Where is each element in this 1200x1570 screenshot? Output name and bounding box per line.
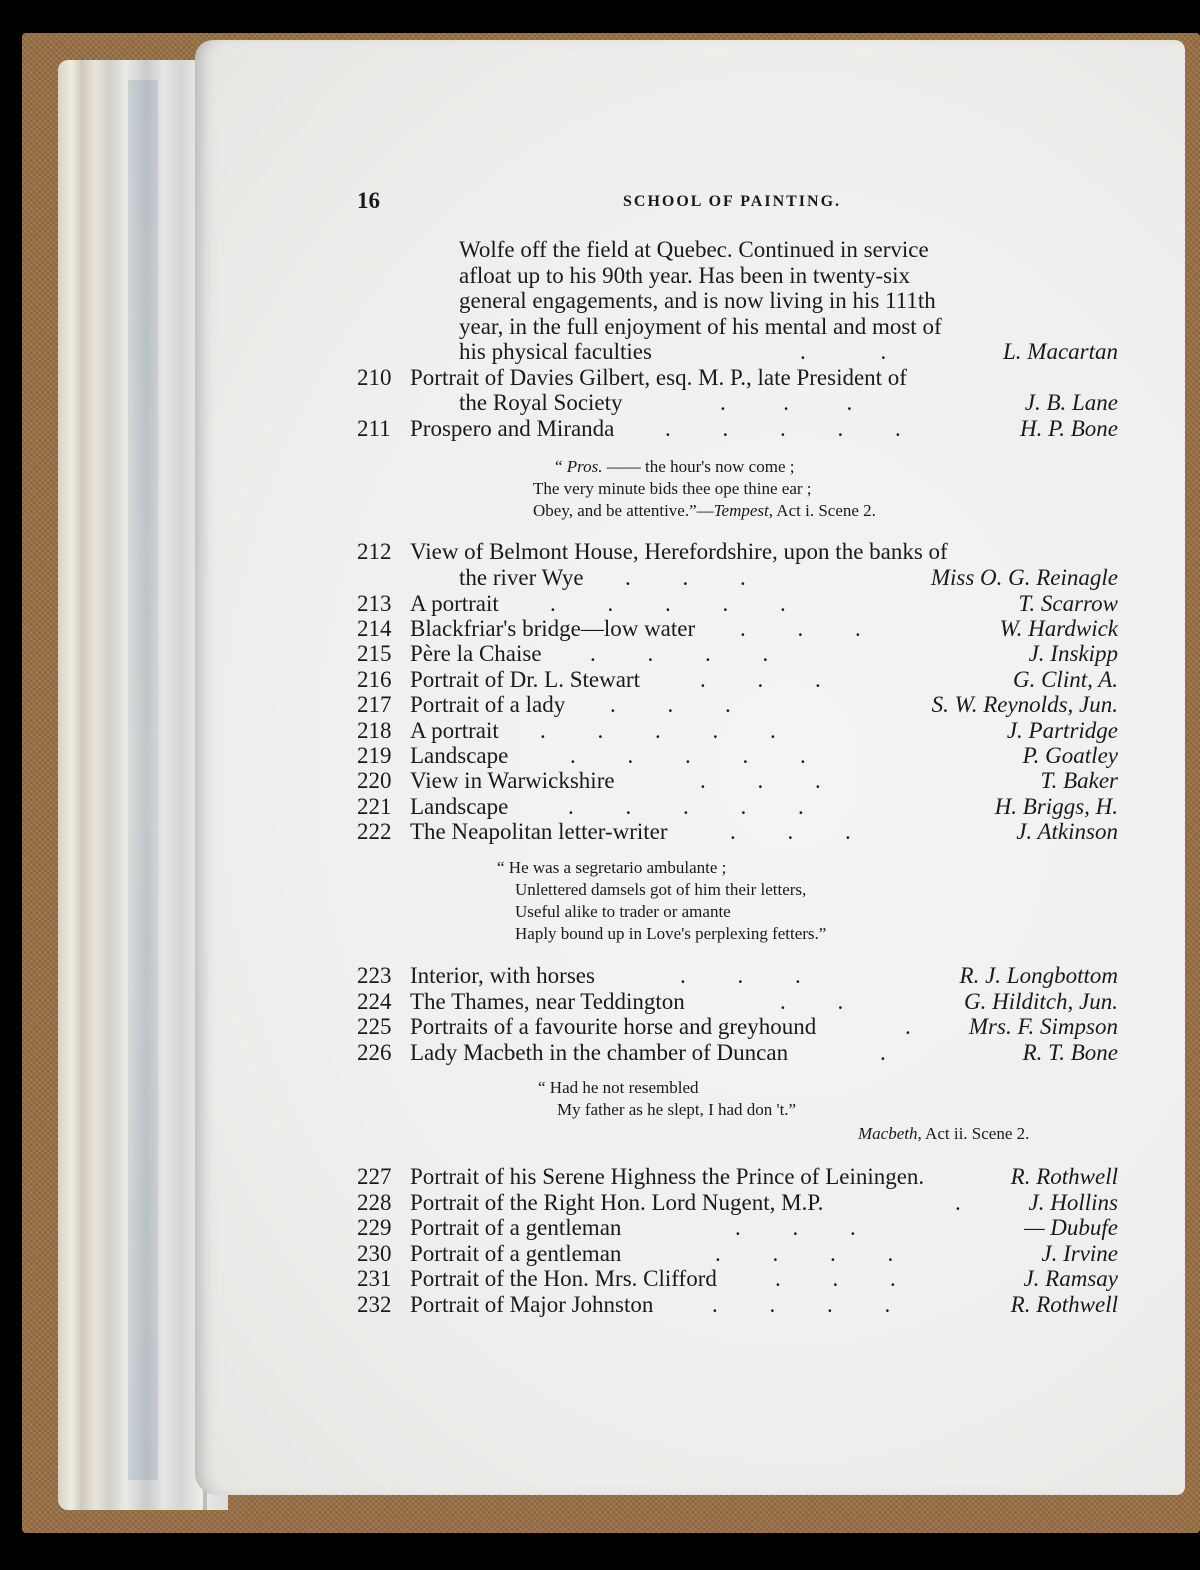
entry-title-continued: the Royal Society xyxy=(459,390,623,415)
entry-number: 219 xyxy=(357,743,392,768)
entry-number: 226 xyxy=(357,1040,392,1065)
artist-name: P. Goatley xyxy=(1022,743,1118,768)
entry-title: A portrait xyxy=(410,591,499,616)
leader-dots: . . . xyxy=(735,1215,856,1240)
artist-name: J. Partridge xyxy=(1006,718,1118,743)
artist-name: T. Baker xyxy=(1040,768,1118,793)
entry-number: 215 xyxy=(357,641,392,666)
continuation-line: his physical faculties xyxy=(459,339,652,364)
page-number: 16 xyxy=(357,188,380,213)
entry-number: 231 xyxy=(357,1266,392,1291)
entry-number: 227 xyxy=(357,1164,392,1189)
quote-citation: Act i. Scene 2. xyxy=(773,501,876,520)
entry-title: Portrait of Dr. L. Stewart xyxy=(410,667,640,692)
artist-name: R. T. Bone xyxy=(1022,1040,1118,1065)
leader-dots: . . xyxy=(800,339,887,364)
entry-number: 214 xyxy=(357,616,392,641)
leader-dots: . xyxy=(905,1014,911,1039)
leader-dots: . xyxy=(880,1040,886,1065)
artist-name: Miss O. G. Reinagle xyxy=(930,565,1118,590)
quote-line: The very minute bids thee ope thine ear ; xyxy=(533,479,812,498)
entry-number: 225 xyxy=(357,1014,392,1039)
artist-name: J. Ramsay xyxy=(1023,1266,1118,1291)
quote-act-scene: Act ii. Scene 2. xyxy=(921,1124,1030,1143)
quote-line: My father as he slept, I had don 't.” xyxy=(557,1100,797,1119)
continuation-line: afloat up to his 90th year. Has been in twenty-six xyxy=(459,263,910,288)
artist-name: R. Rothwell xyxy=(1010,1292,1118,1317)
entry-number: 220 xyxy=(357,768,392,793)
entry-number: 211 xyxy=(357,416,391,441)
artist-name: H. Briggs, H. xyxy=(994,794,1118,819)
artist-name: R. Rothwell xyxy=(1010,1164,1118,1189)
entry-number: 222 xyxy=(357,819,392,844)
quote-open: “ xyxy=(555,457,567,476)
artist-name: J. Atkinson xyxy=(1016,819,1118,844)
entry-title: Blackfriar's bridge—low water xyxy=(410,616,696,641)
artist-name: T. Scarrow xyxy=(1018,591,1118,616)
quote-line: Useful alike to trader or amante xyxy=(515,902,731,921)
entry-number: 213 xyxy=(357,591,392,616)
entry-number: 232 xyxy=(357,1292,392,1317)
artist-name: J. B. Lane xyxy=(1024,390,1118,415)
leader-dots: . . . xyxy=(610,692,731,717)
quote-source: Tempest, xyxy=(713,501,773,520)
leader-dots: . . . . . xyxy=(550,591,786,616)
entry-title: Landscape xyxy=(410,794,509,819)
quote-line: “ Had he not resembled xyxy=(538,1078,699,1097)
entry-number: 212 xyxy=(357,539,392,564)
leader-dots: . . . xyxy=(625,565,746,590)
leader-dots: . . . xyxy=(680,963,801,988)
leader-dots: . . . xyxy=(700,667,821,692)
entry-number: 229 xyxy=(357,1215,392,1240)
artist-name: G. Hilditch, Jun. xyxy=(964,989,1118,1014)
entry-title: View of Belmont House, Herefordshire, upon the banks of xyxy=(410,539,948,564)
entry-title: Portrait of a lady xyxy=(410,692,566,717)
quote-speaker: Pros. xyxy=(566,457,603,476)
leader-dots: . . . . . xyxy=(568,794,804,819)
quote-text: Obey, and be attentive.”— xyxy=(533,501,714,520)
page-header xyxy=(357,188,1119,218)
entry-title: Portrait of a gentleman xyxy=(410,1215,622,1240)
artist-name: — Dubufe xyxy=(1024,1215,1118,1240)
leader-dots: . . . xyxy=(775,1266,896,1291)
entry-title: Portraits of a favourite horse and greyhound xyxy=(410,1014,817,1039)
artist-name: W. Hardwick xyxy=(999,616,1118,641)
continuation-line: Wolfe off the field at Quebec. Continued in service xyxy=(459,237,929,262)
entry-title: View in Warwickshire xyxy=(410,768,615,793)
continuation-line: general engagements, and is now living in his 111th xyxy=(459,288,936,313)
leader-dots: . . . . xyxy=(715,1241,894,1266)
leader-dots: . . . . xyxy=(712,1292,891,1317)
entry-number: 230 xyxy=(357,1241,392,1266)
entry-title: Portrait of Major Johnston xyxy=(410,1292,654,1317)
entry-number: 223 xyxy=(357,963,392,988)
quote-line: Unlettered damsels got of him their letters, xyxy=(515,880,807,899)
entry-title: The Thames, near Teddington xyxy=(410,989,685,1014)
running-title: SCHOOL OF PAINTING. xyxy=(623,193,842,210)
entry-number: 218 xyxy=(357,718,392,743)
artist-name: J. Hollins xyxy=(1028,1190,1118,1215)
leader-dots: . . . xyxy=(720,390,853,415)
entry-title: Prospero and Miranda xyxy=(410,416,615,441)
quote-citation xyxy=(858,1123,1029,1145)
leader-dots: . . . xyxy=(700,768,821,793)
entry-title: Lady Macbeth in the chamber of Duncan xyxy=(410,1040,789,1065)
entry-title: Portrait of the Right Hon. Lord Nugent, M.P. xyxy=(410,1190,824,1215)
leader-dots: . . xyxy=(780,989,844,1014)
entry-title: Interior, with horses xyxy=(410,963,595,988)
quote-line xyxy=(533,500,876,522)
entry-title: Portrait of the Hon. Mrs. Clifford xyxy=(410,1266,717,1291)
leader-dots: . . . xyxy=(740,616,861,641)
entry-number: 224 xyxy=(357,989,392,1014)
entry-title: A portrait xyxy=(410,718,499,743)
quote-line: “ He was a segretario ambulante ; xyxy=(497,858,727,877)
artist-name: J. Irvine xyxy=(1041,1241,1118,1266)
entry-title: Landscape xyxy=(410,743,509,768)
entry-number: 210 xyxy=(357,365,392,390)
entry-title: Portrait of a gentleman xyxy=(410,1241,622,1266)
entry-title: Père la Chaise xyxy=(410,641,542,666)
artist-name: S. W. Reynolds, Jun. xyxy=(931,692,1118,717)
leader-dots: . xyxy=(955,1190,961,1215)
entry-title: Portrait of Davies Gilbert, esq. M. P., late President of xyxy=(410,365,907,390)
entry-number: 228 xyxy=(357,1190,392,1215)
artist-name: J. Inskipp xyxy=(1028,641,1118,666)
artist-name: Mrs. F. Simpson xyxy=(968,1014,1118,1039)
entry-title: The Neapolitan letter-writer xyxy=(410,819,668,844)
artist-name: H. P. Bone xyxy=(1020,416,1118,441)
quote-source: Macbeth, xyxy=(858,1124,922,1143)
quote-text: —— the hour's now come ; xyxy=(602,457,795,476)
entry-number: 217 xyxy=(357,692,392,717)
quote-line xyxy=(555,456,794,478)
quote-line: Haply bound up in Love's perplexing fetters.” xyxy=(515,924,827,943)
artist-name: L. Macartan xyxy=(1003,339,1118,364)
artist-name: G. Clint, A. xyxy=(1012,667,1118,692)
entry-title: Portrait of his Serene Highness the Prince of Leiningen. xyxy=(410,1164,925,1189)
leader-dots: . . . . xyxy=(590,641,769,666)
continuation-line: year, in the full enjoyment of his mental and most of xyxy=(459,314,942,339)
artist-name: R. J. Longbottom xyxy=(959,963,1118,988)
leader-dots: . . . xyxy=(730,819,851,844)
leader-dots: . . . . . xyxy=(570,743,806,768)
entry-number: 216 xyxy=(357,667,392,692)
entry-title-continued: the river Wye xyxy=(459,565,584,590)
leader-dots: . . . . . xyxy=(540,718,776,743)
entry-number: 221 xyxy=(357,794,392,819)
leader-dots: . . . . . xyxy=(665,416,901,441)
